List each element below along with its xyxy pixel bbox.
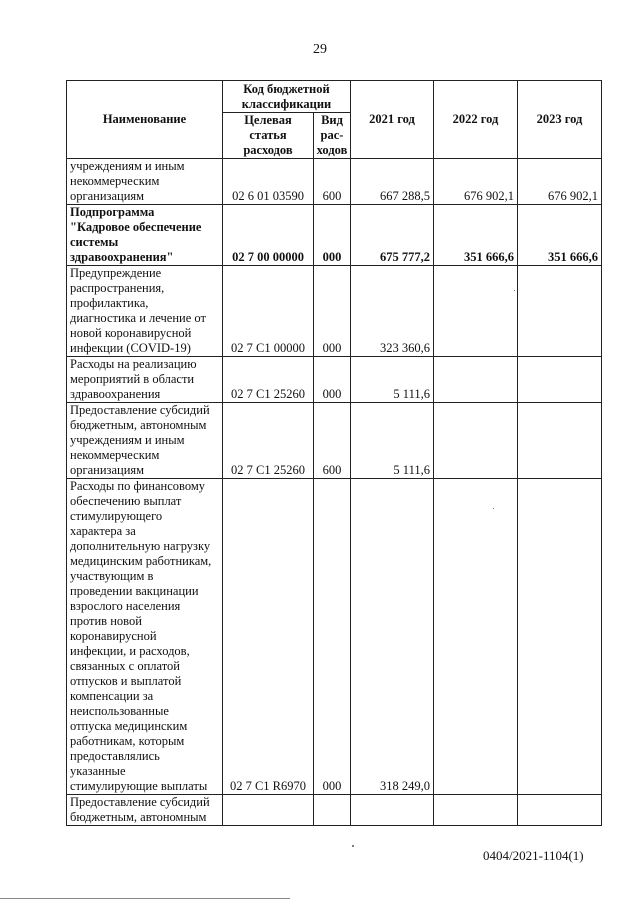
row-expense-type: 000 [314, 266, 351, 357]
row-value-2022 [434, 266, 518, 357]
header-year-2022: 2022 год [434, 81, 518, 159]
table-row [67, 266, 602, 357]
row-name: Предоставление субсидий бюджетным, автономным учреждениям и иным некоммерческим организациям [67, 403, 223, 479]
row-name: Предоставление субсидий бюджетным, автономным [67, 795, 223, 826]
row-value-2021: 5 111,6 [351, 403, 434, 479]
row-target-code: 02 6 01 03590 [223, 159, 314, 205]
row-value-2021: 667 288,5 [351, 159, 434, 205]
header-name: Наименование [67, 81, 223, 159]
row-name: учреждениям и иным некоммерческим организациям [67, 159, 223, 205]
row-expense-type: 000 [314, 479, 351, 795]
row-target-code [223, 795, 314, 826]
header-year-2023: 2023 год [518, 81, 602, 159]
header-expense-type: Вид рас-ходов [314, 113, 351, 159]
header-code-group: Код бюджетной классификации [223, 81, 351, 113]
table-row [67, 205, 602, 266]
scan-speck [514, 290, 515, 291]
row-expense-type: 600 [314, 403, 351, 479]
row-value-2021: 675 777,2 [351, 205, 434, 266]
row-value-2023 [518, 403, 602, 479]
row-value-2023: 676 902,1 [518, 159, 602, 205]
scan-speck [493, 508, 494, 509]
row-expense-type: 000 [314, 205, 351, 266]
row-target-code: 02 7 C1 R6970 [223, 479, 314, 795]
row-expense-type: 000 [314, 357, 351, 403]
row-value-2021 [351, 795, 434, 826]
table-body [67, 159, 602, 826]
table-row [67, 479, 602, 795]
row-target-code: 02 7 00 00000 [223, 205, 314, 266]
row-value-2023 [518, 795, 602, 826]
row-value-2022 [434, 403, 518, 479]
row-value-2023 [518, 266, 602, 357]
row-target-code: 02 7 C1 25260 [223, 357, 314, 403]
row-value-2023 [518, 357, 602, 403]
row-expense-type: 600 [314, 159, 351, 205]
scan-speck [352, 845, 354, 847]
table-row [67, 159, 602, 205]
row-expense-type [314, 795, 351, 826]
header-year-2021: 2021 год [351, 81, 434, 159]
table-row [67, 403, 602, 479]
row-value-2021: 5 111,6 [351, 357, 434, 403]
budget-table [66, 80, 602, 826]
row-target-code: 02 7 C1 00000 [223, 266, 314, 357]
row-value-2022 [434, 479, 518, 795]
header-target-article: Целевая статья расходов [223, 113, 314, 159]
row-value-2022 [434, 795, 518, 826]
row-value-2022: 676 902,1 [434, 159, 518, 205]
row-value-2022: 351 666,6 [434, 205, 518, 266]
row-target-code: 02 7 C1 25260 [223, 403, 314, 479]
page-number: 29 [313, 42, 327, 57]
row-name: Предупреждение распространения, профилактика, диагностика и лечение от новой коронавирусной инфекции (COVID-19) [67, 266, 223, 357]
row-name: Подпрограмма "Кадровое обеспечение системы здравоохранения" [67, 205, 223, 266]
row-value-2021: 323 360,6 [351, 266, 434, 357]
document-code: 0404/2021-1104(1) [483, 848, 584, 863]
table-row [67, 357, 602, 403]
row-value-2023 [518, 479, 602, 795]
scan-edge-line [0, 898, 290, 899]
row-name: Расходы по финансовому обеспечению выплат стимулирующего характера за дополнительную нагрузку медицинским работникам, участвующим в проведении вакцинации взрослого населения против новой коронавирусной инфекции, и расходов, связанных с оплатой отпусков и выплатой компенсации за неиспользованные отпуска медицинским работникам, которым предоставлялись указанные стимулирующие выплаты [67, 479, 223, 795]
row-value-2021: 318 249,0 [351, 479, 434, 795]
row-value-2023: 351 666,6 [518, 205, 602, 266]
table-row [67, 795, 602, 826]
row-value-2022 [434, 357, 518, 403]
row-name: Расходы на реализацию мероприятий в области здравоохранения [67, 357, 223, 403]
